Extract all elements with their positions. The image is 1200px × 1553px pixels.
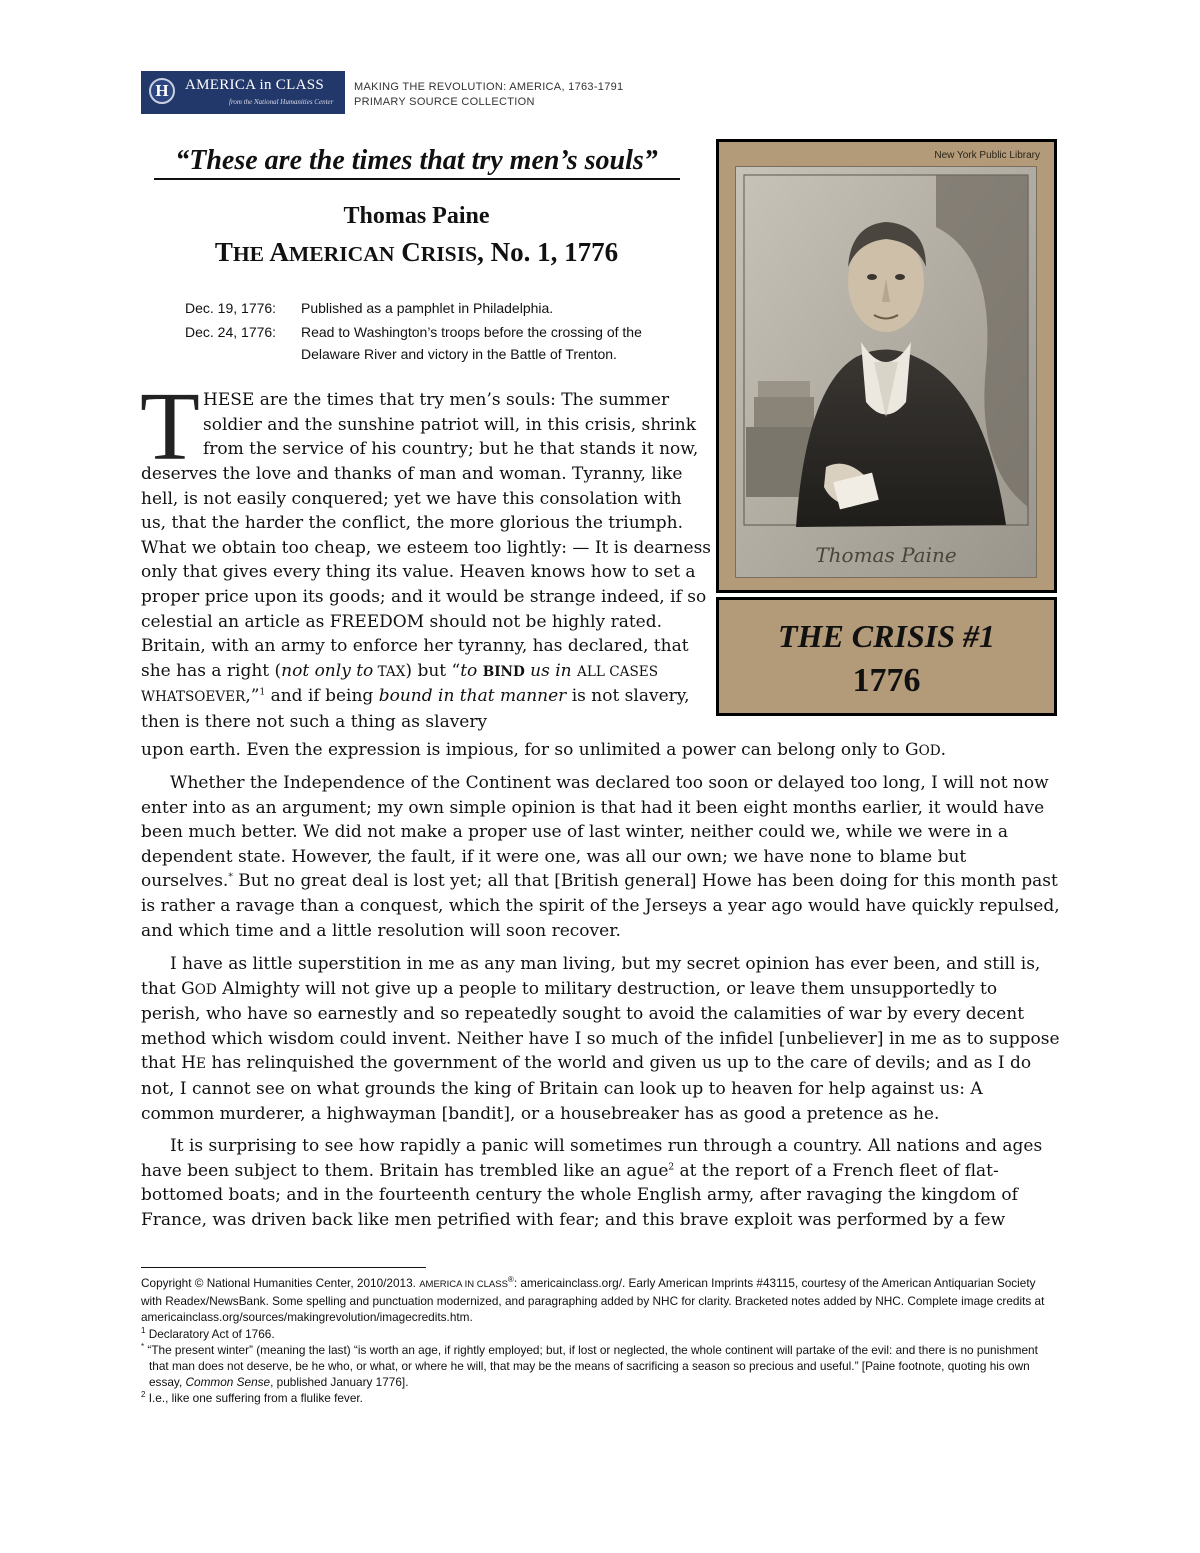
footnotes [141, 1275, 1056, 1407]
date-label: Dec. 24, 1776: [185, 324, 277, 340]
collection-subtitle: PRIMARY SOURCE COLLECTION [354, 96, 535, 108]
paragraph-4: It is surprising to see how rapidly a panic will sometimes run through a country. All nations and ages have been subject to them. Britain has trembled like an ague$^2$ at the report of a French fleet of flat-bottomed boats; and in the fourteenth century the whole English army, after ravaging the kingdom of France, was driven back like men petrified with fear; and this brave exploit was performed by a few [141, 1136, 1043, 1230]
portrait-engraving [736, 167, 1036, 577]
paragraph-1-body: deserves the love and thanks of man and woman. Tyranny, like hell, is not easily conquered; yet we have this consolation with us, that the harder the conflict, the more glorious the triumph. What we obtain too cheap, we esteem too lightly: — It is dearness only that gives every thing its value. Heaven knows how to set a proper price upon its goods; and it would be strange indeed, if so celestial an article as FREEDOM should not be highly rated. Britain, with an army to enforce her tyranny, has declared, that she has a right (not only to TAX) but “to BIND us in ALL CASES WHATSOEVER,”$^1$ and if being bound in that manner is not slavery, then is there not such a thing as slavery [141, 464, 712, 732]
thomas-paine-portrait [735, 166, 1037, 578]
drop-cap: T [140, 373, 200, 481]
footnote-divider [141, 1267, 426, 1268]
portrait-signature: Thomas Paine [815, 543, 957, 567]
logo-name: AMERICA in CLASS [185, 77, 324, 93]
nhc-h-icon: H [149, 78, 175, 104]
work-title: THE AMERICAN CRISIS, No. 1, 1776 [214, 237, 619, 267]
date-description: Published as a pamphlet in Philadelphia. [301, 300, 554, 316]
crisis-title: THE CRISIS #1 [778, 618, 995, 654]
crisis-label-box [716, 597, 1057, 716]
collection-title: MAKING THE REVOLUTION: AMERICA, 1763-1791 [354, 81, 624, 93]
portrait-frame [716, 139, 1057, 593]
footnote-1: $^1$ Declaratory Act of 1766. [141, 1325, 275, 1341]
america-in-class-logo [141, 71, 345, 114]
author-name: Thomas Paine [343, 203, 490, 229]
collection-header [354, 80, 623, 110]
paragraph-3: I have as little superstition in me as any man living, but my secret opinion has ever been, and still is, that GOD Almighty will not give up a people to military destruction, or leave them unsupportedly to perish, who have so earnestly and so repeatedly sought to avoid the calamities of war by every decent method which wisdom could invent. Neither have I so much of the infidel [unbeliever] in me as to suppose that HE has relinquished the government of the world and given us up to the care of devils; and as I do not, I cannot see on what grounds the king of Britain can look up to heaven for help against us: A common murderer, a highwayman [bandit], or a housebreaker has as good a pretence as he. [141, 954, 1060, 1124]
paragraph-2: Whether the Independence of the Continent was declared too soon or delayed too long, I will not now enter into as an argument; my own simple opinion is that had it been eight months earlier, it would have been much better. We did not make a proper use of last winter, neither could we, while we were in a dependent state. However, the fault, if it were one, was all our own; we have none to blame but ourselves.* But no great deal is lost yet; all that [British general] Howe has been doing for this month past is rather a ravage than a conquest, which the spirit of the Jerseys a year ago would have quickly repulsed, and which time and a little resolution will soon recover. [141, 773, 1060, 941]
title-underline [154, 178, 680, 180]
paragraph-1-end: upon earth. Even the expression is impious, for so unlimited a power can belong only to GOD. [141, 740, 947, 760]
date-description-cont: Delaware River and victory in the Battle of Trenton. [301, 346, 617, 362]
logo-subtitle: from the National Humanities Center [229, 98, 334, 106]
paragraph-1-opening: HESE are the times that try men’s souls: The summer soldier and the sunshine patriot will, in this crisis, shrink from the service of his country; but he that stands it now, [203, 390, 699, 460]
main-quote-title: “These are the times that try men’s souls” [175, 145, 658, 176]
date-description: Read to Washington’s troops before the crossing of the [301, 324, 642, 340]
footnote-2: $^2$ I.e., like one suffering from a flulike fever. [141, 1390, 363, 1406]
date-label: Dec. 19, 1776: [185, 300, 277, 316]
footnote-star: * “The present winter” (meaning the last) “is worth an age, if rightly employed; but, if lost or neglected, the whole continent will partake of the evil: and there is no punishment that man does not deserve, be he who, or what, or where he will, that may be the means of sacrificing a season so precious and useful.” [Paine footnote, quoting his own essay, Common Sense, published January 1776]. [141, 1341, 1038, 1390]
copyright-note: Copyright © National Humanities Center, 2010/2013. AMERICA IN CLASS®: americainclass.org/. Early American Imprints #43115, courtesy of the American Antiquarian Society with Readex/NewsBank. Some spelling and punctuation modernized, and paragraphing added by NHC for clarity. Bracketed notes added by NHC. Complete image credits at americainclass.org/sources/makingrevolution/imagecredits.htm. [141, 1275, 1045, 1325]
image-credit: New York Public Library [934, 150, 1040, 161]
crisis-year: 1776 [852, 662, 921, 699]
